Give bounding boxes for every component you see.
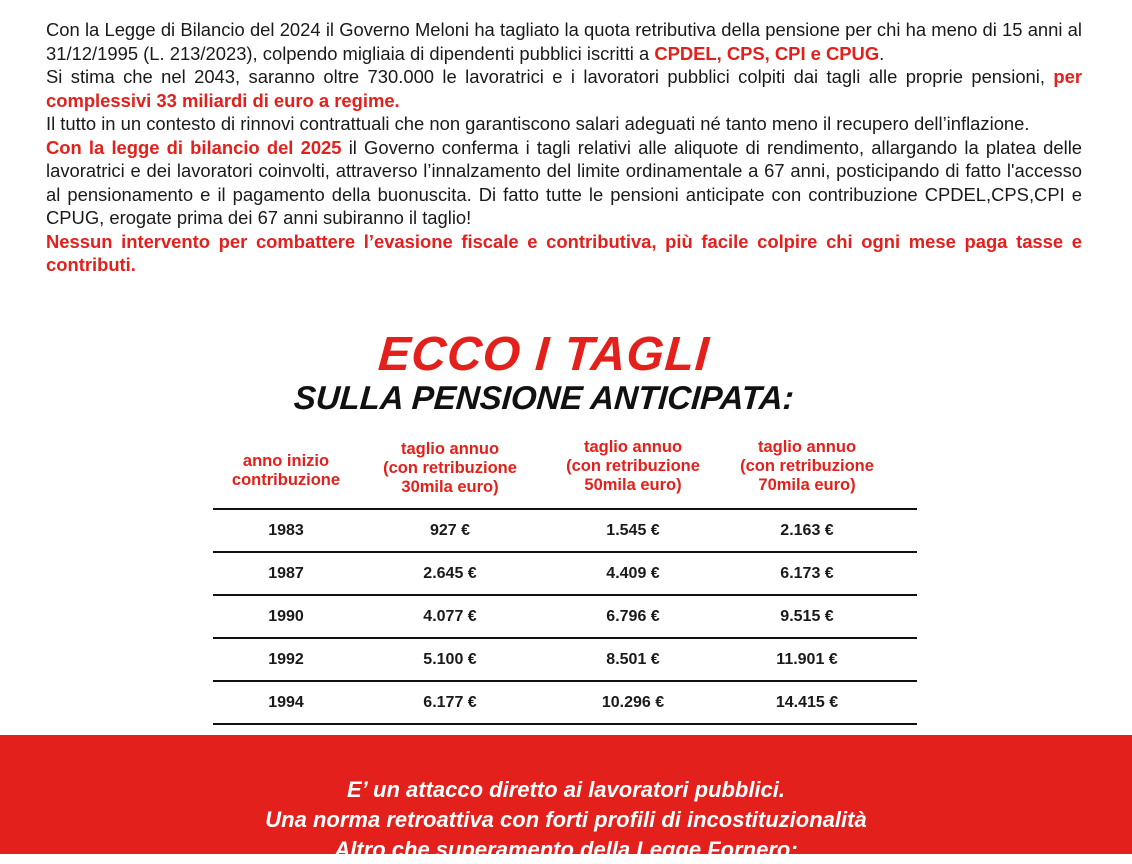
header-taglio-50mila <box>553 438 713 495</box>
title-ecco-i-tagli: ECCO I TAGLI <box>376 328 712 381</box>
intro-paragraph-5: Nessun intervento per combattere l’evasione fiscale e contributiva, più facile colpire chi ogni mese paga tasse e contributi. <box>46 230 1082 275</box>
cell-taglio-50mila: 4.409 € <box>606 565 660 582</box>
intro-p1-highlight: CPDEL, CPS, CPI e CPUG <box>654 42 880 64</box>
header-line: taglio annuo <box>757 438 857 456</box>
intro-paragraph-3: Il tutto in un contesto di rinnovi contrattuali che non garantiscono salari adeguati né tanto meno il recupero dell’inflazione. <box>46 113 1030 134</box>
header-anno-inizio <box>213 452 359 490</box>
header-line: 30mila euro) <box>401 478 499 496</box>
header-line: anno inizio <box>242 452 330 470</box>
header-line: contribuzione <box>231 471 341 489</box>
cell-taglio-70mila: 14.415 € <box>775 694 839 711</box>
cell-taglio-30mila: 6.177 € <box>423 694 477 711</box>
table-row <box>213 508 917 551</box>
table-body <box>213 508 917 725</box>
table-row <box>213 637 917 680</box>
intro-p4-text: il Governo conferma i tagli relativi alle aliquote di rendimento, allargando la platea delle lavoratrici e dei lavoratori coinvolti, attraverso l’innalzamento del limite ordinamentale a 67 anni, posticipando di fatto l'accesso al pensionamento e il pagamento della buonuscita. Di fatto tutte le pensioni anticipate con contribuzione CPDEL,CPS,CPI e CPUG, erogate prima dei 67 anni subiranno il taglio! <box>46 136 1083 228</box>
cell-taglio-30mila: 5.100 € <box>423 651 477 668</box>
cell-taglio-70mila: 9.515 € <box>780 608 834 625</box>
cell-taglio-50mila: 8.501 € <box>606 651 660 668</box>
cell-taglio-50mila: 1.545 € <box>606 522 660 539</box>
header-line: taglio annuo <box>583 438 683 456</box>
header-line: taglio annuo <box>400 440 500 458</box>
intro-p2-highlight: per complessivi 33 miliardi di euro a regime. <box>46 66 1082 111</box>
header-line: (con retribuzione <box>740 457 874 475</box>
intro-p4-highlight: Con la legge di bilancio del 2025 <box>46 136 342 158</box>
intro-paragraph-1 <box>46 18 1082 65</box>
cell-anno: 1983 <box>268 522 304 539</box>
banner-line-1: E’ un attacco diretto ai lavoratori pubblici. <box>346 777 786 802</box>
table-row <box>213 594 917 637</box>
intro-p1-end: . <box>879 42 885 64</box>
title-pensione-anticipata: SULLA PENSIONE ANTICIPATA: <box>292 379 796 416</box>
intro-paragraph-2 <box>46 65 1082 112</box>
header-taglio-30mila <box>373 440 527 497</box>
cell-taglio-70mila: 6.173 € <box>780 565 834 582</box>
cell-anno: 1990 <box>268 608 304 625</box>
banner-line-3: Altro che superamento della Legge Fornero: <box>334 837 798 862</box>
cell-taglio-70mila: 2.163 € <box>780 522 834 539</box>
intro-p1-text: Con la Legge di Bilancio del 2024 il Governo Meloni ha tagliato la quota retributiva della pensione per chi ha meno di 15 anni al 31/12/1995 (L. 213/2023), colpendo migliaia di dipendenti pubblici iscritti a <box>46 19 1082 64</box>
red-banner <box>0 735 1132 862</box>
header-taglio-70mila <box>729 438 885 495</box>
cell-taglio-50mila: 6.796 € <box>606 608 660 625</box>
cell-taglio-70mila: 11.901 € <box>776 651 838 668</box>
header-line: 70mila euro) <box>758 476 856 494</box>
banner-line-2: Una norma retroattiva con forti profili di incostituzionalità <box>265 807 867 832</box>
cell-taglio-30mila: 927 € <box>429 522 471 539</box>
cell-anno: 1987 <box>268 565 304 582</box>
intro-text <box>46 18 1082 277</box>
table-row <box>213 680 917 725</box>
table-row <box>213 551 917 594</box>
header-line: (con retribuzione <box>383 459 517 477</box>
cell-taglio-30mila: 2.645 € <box>423 565 477 582</box>
table-header <box>213 438 917 504</box>
cell-taglio-50mila: 10.296 € <box>601 694 665 711</box>
cell-anno: 1994 <box>268 694 304 711</box>
header-line: (con retribuzione <box>566 457 700 475</box>
header-line: 50mila euro) <box>584 476 682 494</box>
intro-paragraph-4 <box>46 136 1082 230</box>
cell-taglio-30mila: 4.077 € <box>423 608 477 625</box>
intro-p2-text: Si stima che nel 2043, saranno oltre 730.000 le lavoratrici e i lavoratori pubblici colpiti dai tagli alle proprie pensioni, <box>46 66 1054 87</box>
cell-anno: 1992 <box>268 651 304 668</box>
